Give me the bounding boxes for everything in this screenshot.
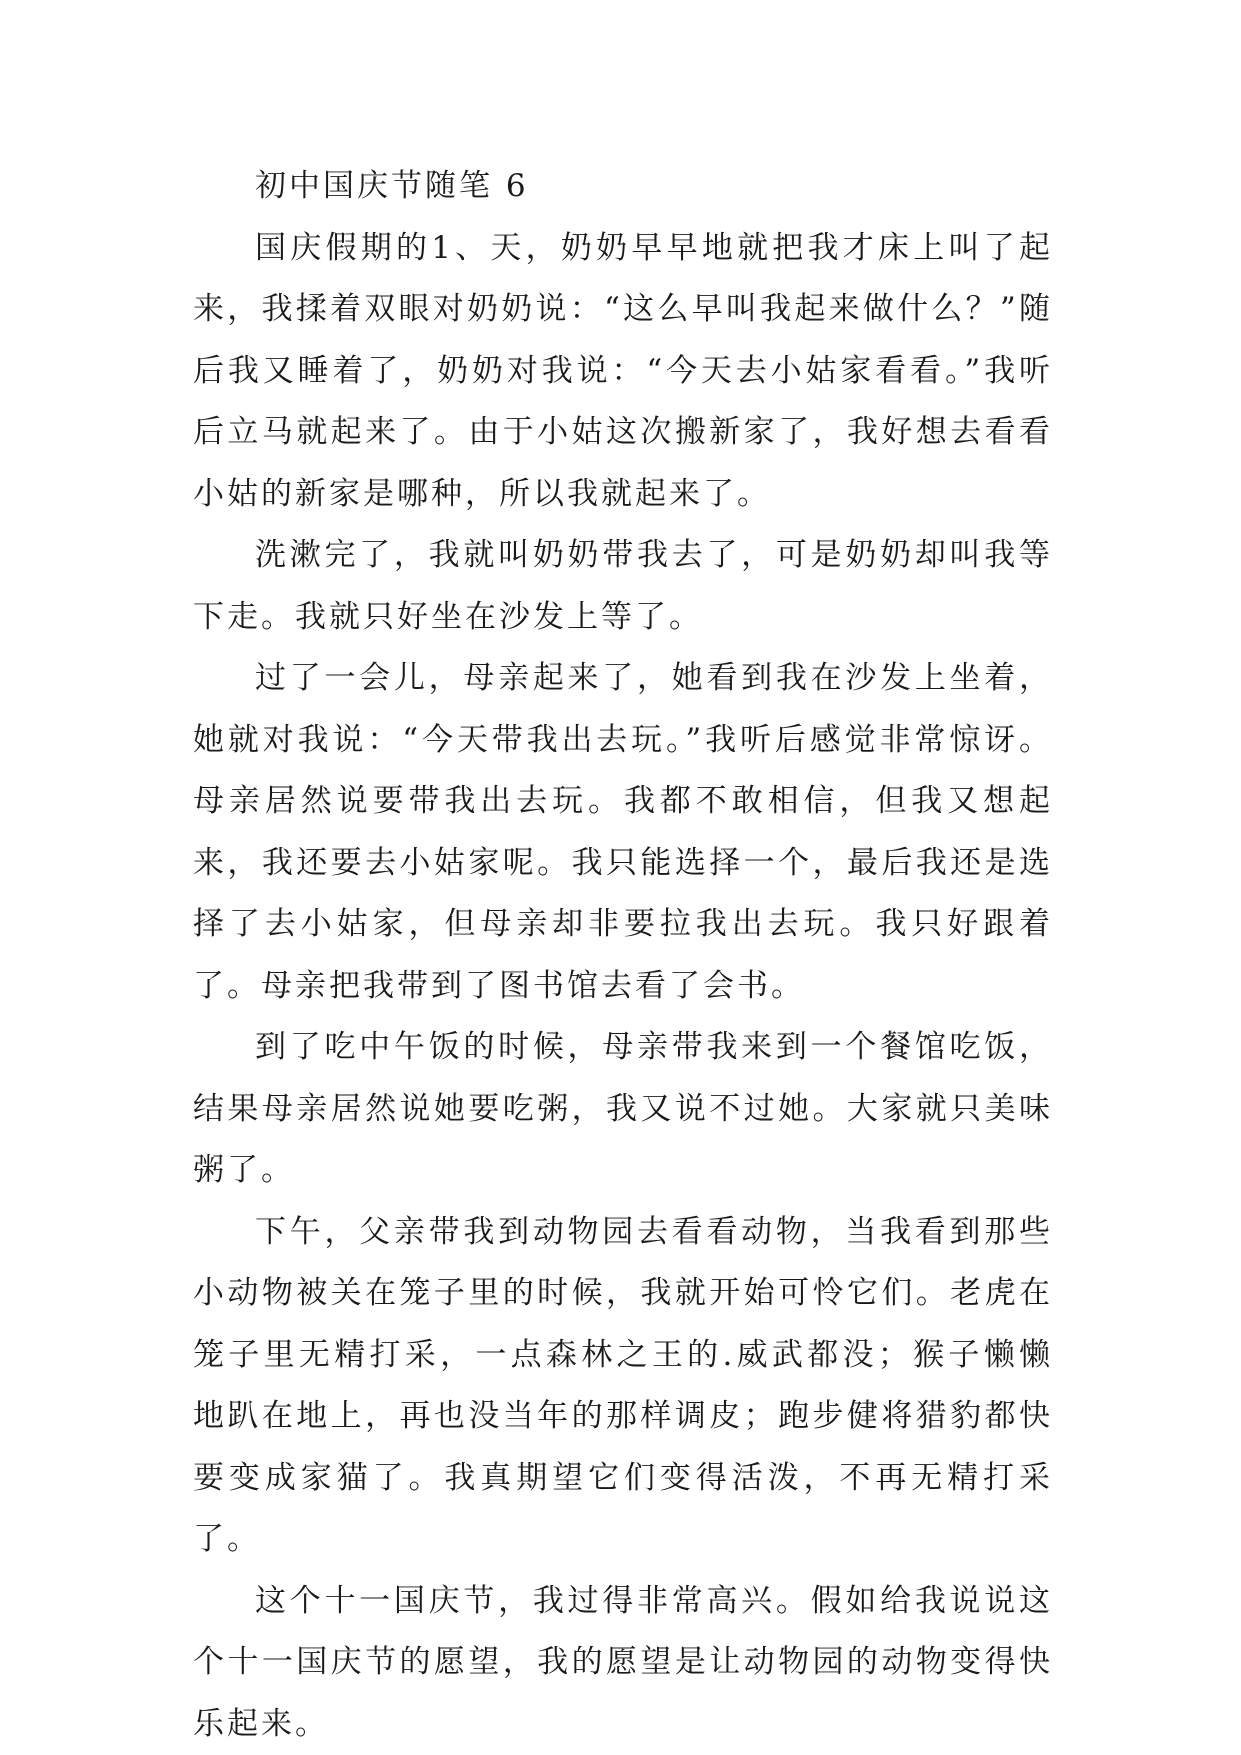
paragraph-3: 过了一会儿，母亲起来了，她看到我在沙发上坐着，她就对我说：“今天带我出去玩。”我听后感觉非常惊讶。母亲居然说要带我出去玩。我都不敢相信，但我又想起来，我还要去小姑家呢。我只能选择一个，最后我还是选择了去小姑家，但母亲却非要拉我出去玩。我只好跟着了。母亲把我带到了图书馆去看了会书。: [193, 648, 1053, 1017]
paragraph-4: 到了吃中午饭的时候，母亲带我来到一个餐馆吃饭，结果母亲居然说她要吃粥，我又说不过她。大家就只美味粥了。: [193, 1017, 1053, 1202]
paragraph-6: 这个十一国庆节，我过得非常高兴。假如给我说说这个十一国庆节的愿望，我的愿望是让动物园的动物变得快乐起来。: [193, 1571, 1053, 1755]
document-body: [193, 156, 1053, 1755]
document-title: 初中国庆节随笔 6: [193, 156, 1053, 218]
paragraph-2: 洗漱完了，我就叫奶奶带我去了，可是奶奶却叫我等下走。我就只好坐在沙发上等了。: [193, 525, 1053, 648]
paragraph-5: 下午，父亲带我到动物园去看看动物，当我看到那些小动物被关在笼子里的时候，我就开始可怜它们。老虎在笼子里无精打采，一点森林之王的.威武都没；猴子懒懒地趴在地上，再也没当年的那样调皮；跑步健将猎豹都快要变成家猫了。我真期望它们变得活泼，不再无精打采了。: [193, 1202, 1053, 1571]
paragraph-1: 国庆假期的1、天，奶奶早早地就把我才床上叫了起来，我揉着双眼对奶奶说：“这么早叫我起来做什么？”随后我又睡着了，奶奶对我说：“今天去小姑家看看。”我听后立马就起来了。由于小姑这次搬新家了，我好想去看看小姑的新家是哪种，所以我就起来了。: [193, 218, 1053, 526]
